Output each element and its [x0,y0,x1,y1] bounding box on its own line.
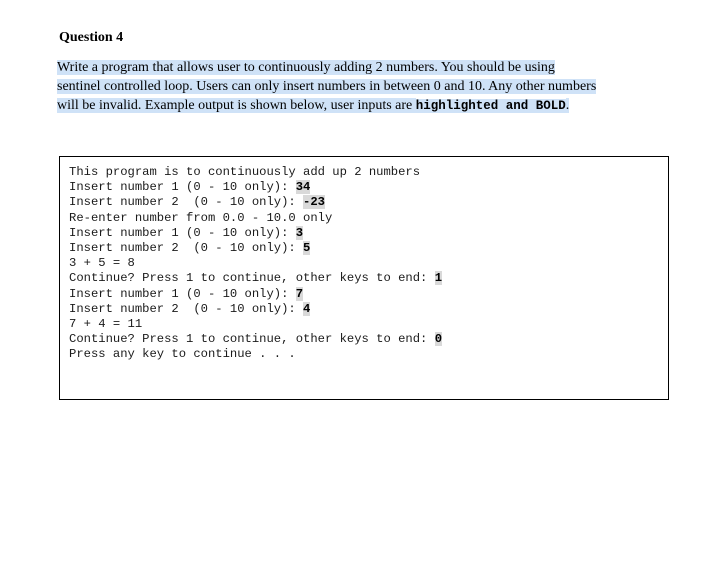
console-text: Insert number 2 (0 - 10 only): [69,301,304,316]
console-text: 3 + 5 = 8 [69,256,135,271]
user-input: -23 [303,195,325,210]
user-input: 0 [434,332,443,347]
console-text: 7 + 4 = 11 [69,317,143,332]
user-input: 1 [434,271,443,286]
console-line [69,241,659,256]
console-text: Press any key to continue . . . [69,347,296,362]
console-line [69,195,659,210]
console-line [69,271,659,286]
console-text: Continue? Press 1 to continue, other keys to end: [69,332,435,347]
question-title: Question 4 [59,30,124,45]
console-line [69,302,659,317]
console-line [69,180,659,195]
console-line [69,347,659,362]
console-line [69,332,659,347]
question-body-end: . [565,98,570,113]
question-body-line-2: sentinel controlled loop. Users can only insert numbers in between 0 and 10. Any other numbers [57,79,597,94]
user-input: 4 [303,301,311,316]
user-input: 3 [295,225,304,240]
console-line [69,317,659,332]
console-line [69,165,659,180]
highlighted-bold-code: highlighted and BOLD [415,99,566,113]
console-line [69,287,659,302]
console-text: Continue? Press 1 to continue, other keys to end: [69,271,435,286]
user-input: 7 [295,286,304,301]
question-body-line-3: will be invalid. Example output is shown below, user inputs are [57,98,416,113]
user-input: 34 [295,180,311,195]
question-body-line-1: Write a program that allows user to continuously adding 2 numbers. You should be using [57,60,555,75]
user-input: 5 [303,241,311,256]
question-body [57,58,677,116]
console-text: This program is to continuously add up 2 numbers [69,165,421,179]
console-text: Insert number 1 (0 - 10 only): [69,286,296,301]
example-output-console [59,156,669,400]
console-line [69,211,659,226]
console-line [69,256,659,271]
console-text: Insert number 1 (0 - 10 only): [69,225,296,240]
console-text: Re-enter number from 0.0 - 10.0 only [69,210,333,225]
console-line [69,226,659,241]
console-text: Insert number 1 (0 - 10 only): [69,180,296,195]
console-text: Insert number 2 (0 - 10 only): [69,241,304,256]
console-text: Insert number 2 (0 - 10 only): [69,195,304,210]
